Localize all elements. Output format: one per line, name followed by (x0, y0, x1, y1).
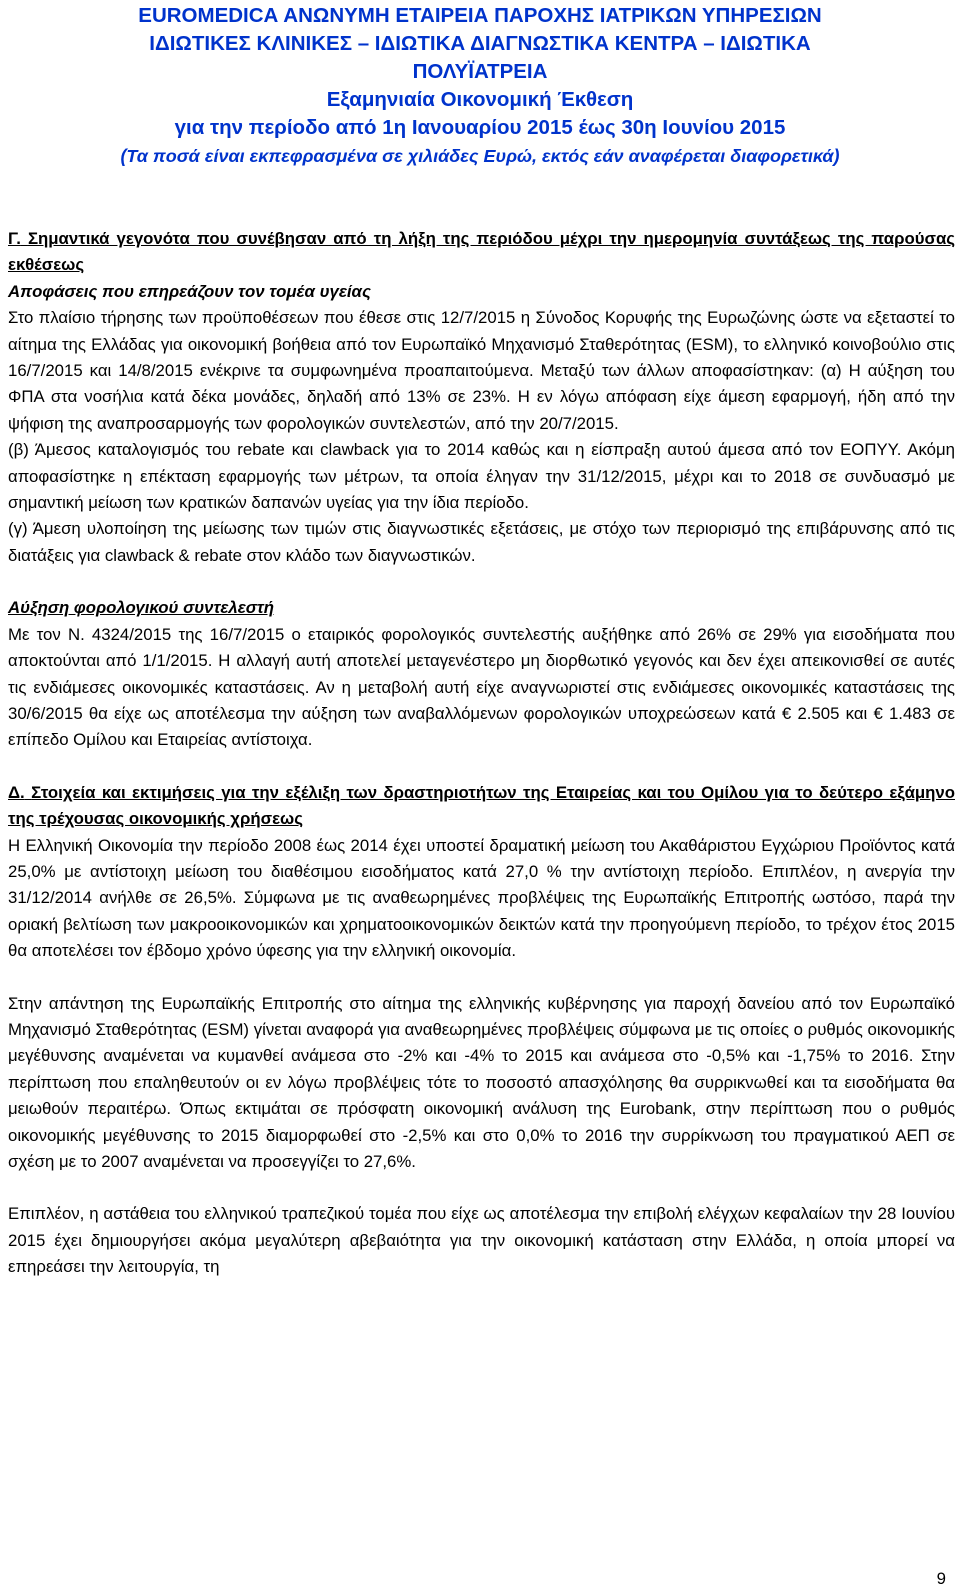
paragraph: Με τον Ν. 4324/2015 της 16/7/2015 ο εταιρικός φορολογικός συντελεστής αυξήθηκε από 26% σε 29% για εισοδήματα που αποκτούνται από 1/1/2015. Η αλλαγή αυτή αποτελεί μεταγενέστερο μη διορθωτικό γεγονός και δεν έχει απεικονισθεί σε αυτές τις ενδιάμεσες οικονομικές καταστάσεις. Αν η μεταβολή αυτή είχε αναγνωριστεί στις ενδιάμεσες οικονομικές καταστάσεις της 30/6/2015 θα είχε ως αποτέλεσμα την αύξηση των αναβαλλόμενων φορολογικών υποχρεώσεων κατά € 2.505 και € 1.483 σε επίπεδο Ομίλου και Εταιρείας αντίστοιχα. (8, 624, 955, 750)
company-activities: ΙΔΙΩΤΙΚΕΣ ΚΛΙΝΙΚΕΣ – ΙΔΙΩΤΙΚΑ ΔΙΑΓΝΩΣΤΙΚΑ ΚΕΝΤΡΑ – ΙΔΙΩΤΙΚΑ (149, 32, 811, 55)
paragraph: (γ) Άμεση υλοποίηση της μείωσης των τιμών στις διαγνωστικές εξετάσεις, με στόχο των περιορισμό της επιβάρυνσης από τις διατάξεις για clawback & rebate στον κλάδο των διαγνωστικών. (8, 519, 955, 565)
paragraph: (β) Άμεσος καταλογισμός του rebate και clawback για το 2014 καθώς και η είσπραξη αυτού άμεσα από τον ΕΟΠΥΥ. Ακόμη αποφασίστηκε η επέκταση εφαρμογής των μέτρων, τα οποία έληγαν την 31/12/2015, μέχρι και το 2018 σε συνδυασμό με σημαντική μείωση των κρατικών δαπανών υγείας για την ίδια περίοδο. (8, 440, 955, 513)
document-body (8, 226, 955, 1281)
report-header (0, 2, 960, 170)
section-g-heading (8, 226, 955, 279)
company-name: EUROMEDICA ΑΝΩΝΥΜΗ ΕΤΑΙΡΕΙΑ ΠΑΡΟΧΗΣ ΙΑΤΡΙΚΩΝ ΥΠΗΡΕΣΙΩΝ (138, 4, 822, 27)
spacer (8, 754, 955, 780)
spacer (8, 1175, 955, 1201)
spacer (8, 965, 955, 991)
paragraph: Στο πλαίσιο τήρησης των προϋποθέσεων που έθεσε στις 12/7/2015 η Σύνοδος Κορυφής της Ευρωζώνης ώστε να εξεταστεί το αίτημα της Ελλάδας για οικονομική βοήθεια από τον Ευρωπαϊκό Μηχανισμό Σταθερότητας (ESM), το ελληνικό κοινοβούλιο στις 16/7/2015 και 14/8/2015 ενέκρινε τα συμφωνημένα προαπαιτούμενα. Μεταξύ των άλλων αποφασίστηκαν: (α) Η αύξηση του ΦΠΑ στα νοσήλια κατά δέκα μονάδες, δηλαδή από 13% σε 23%. Η εν λόγω απόφαση είχε άμεση εφαρμογή, ήδη από την ψήφιση της αναπροσαρμογής των φορολογικών συντελεστών, από την 20/7/2015. (8, 308, 955, 433)
section-d-number: Δ. (8, 782, 25, 802)
health-decisions-heading: Αποφάσεις που επηρεάζουν τον τομέα υγείας (8, 281, 371, 301)
section-d-heading (8, 780, 955, 833)
tax-rate-heading: Αύξηση φορολογικού συντελεστή (8, 598, 274, 618)
report-title: Εξαμηνιαία Οικονομική Έκθεση (326, 88, 634, 111)
section-g-title: Σημαντικά γεγονότα που συνέβησαν από τη λήξη της περιόδου μέχρι την ημερομηνία συντάξεως της παρούσας εκθέσεως (8, 229, 955, 275)
company-activities-cont: ΠΟΛΥΪΑΤΡΕΙΑ (412, 60, 548, 83)
report-period: για την περίοδο από 1η Ιανουαρίου 2015 έως 30η Ιουνίου 2015 (174, 116, 786, 139)
section-d-title: Στοιχεία και εκτιμήσεις για την εξέλιξη των δραστηριοτήτων της Εταιρείας και του Ομίλου για το δεύτερο εξάμηνο της τρέχουσας οικονομικής χρήσεως (8, 782, 955, 829)
page-number: 9 (936, 1569, 946, 1588)
paragraph: Επιπλέον, η αστάθεια του ελληνικού τραπεζικού τομέα που είχε ως αποτέλεσμα την επιβολή ελέγχων κεφαλαίων την 28 Ιουνίου 2015 έχει δημιουργήσει ακόμα μεγαλύτερη αβεβαιότητα για την οικονομική κατάσταση στην Ελλάδα, η οποία μπορεί να επηρεάσει την λειτουργία, τη (8, 1204, 955, 1277)
section-g-number: Γ. (8, 229, 21, 248)
paragraph: Η Ελληνική Οικονομία την περίοδο 2008 έως 2014 έχει υποστεί δραματική μείωση του Ακαθάριστου Εγχώριου Προϊόντος κατά 25,0% με αντίστοιχη μείωση του διαθέσιμου εισοδήματος κατά 27,0 % την αντίστοιχη περίοδο. Επιπλέον, η ανεργία την 31/12/2014 ανήλθε σε 26,5%. Σύμφωνα με τις αναθεωρημένες προβλέψεις της Ευρωπαϊκής Επιτροπής ωστόσο, παρά την οριακή βελτίωση των μακροοικονομικών και χρηματοοικονομικών δεικτών κατά την προηγούμενη περίοδο, το τρέχον έτος 2015 θα αποτελέσει τον έβδομο χρόνο ύφεσης για την ελληνική οικονομία. (8, 835, 955, 961)
paragraph: Στην απάντηση της Ευρωπαϊκής Επιτροπής στο αίτημα της ελληνικής κυβέρνησης για παροχή δανείου από τον Ευρωπαϊκό Μηχανισμό Σταθερότητας (ESM) γίνεται αναφορά για αναθεωρημένες προβλέψεις σύμφωνα με τις οποίες ο ρυθμός οικονομικής μεγέθυνσης αναμένεται να κυμανθεί ανάμεσα στο -2% και -4% το 2015 και ανάμεσα στο -0,5% και -1,75% το 2016. Στην περίπτωση που επαληθευτούν οι εν λόγω προβλέψεις τότε το ποσοστό απασχόλησης θα συρρικνωθεί και τα εισοδήματα θα μειωθούν περαιτέρω. Όπως εκτιμάται σε πρόσφατη οικονομική ανάλυση της Eurobank, στην περίπτωση που ο ρυθμός οικονομικής μεγέθυνσης το 2015 διαμορφωθεί στο -2,5% και στο 0,0% το 2016 την συρρίκνωση του πραγματικού ΑΕΠ σε σχέση με το 2007 αναμένεται να προσεγγίζει το 27,6%. (8, 993, 955, 1171)
currency-note: (Τα ποσά είναι εκπεφρασμένα σε χιλιάδες Ευρώ, εκτός εάν αναφέρεται διαφορετικά) (120, 146, 840, 166)
spacer (8, 569, 955, 595)
